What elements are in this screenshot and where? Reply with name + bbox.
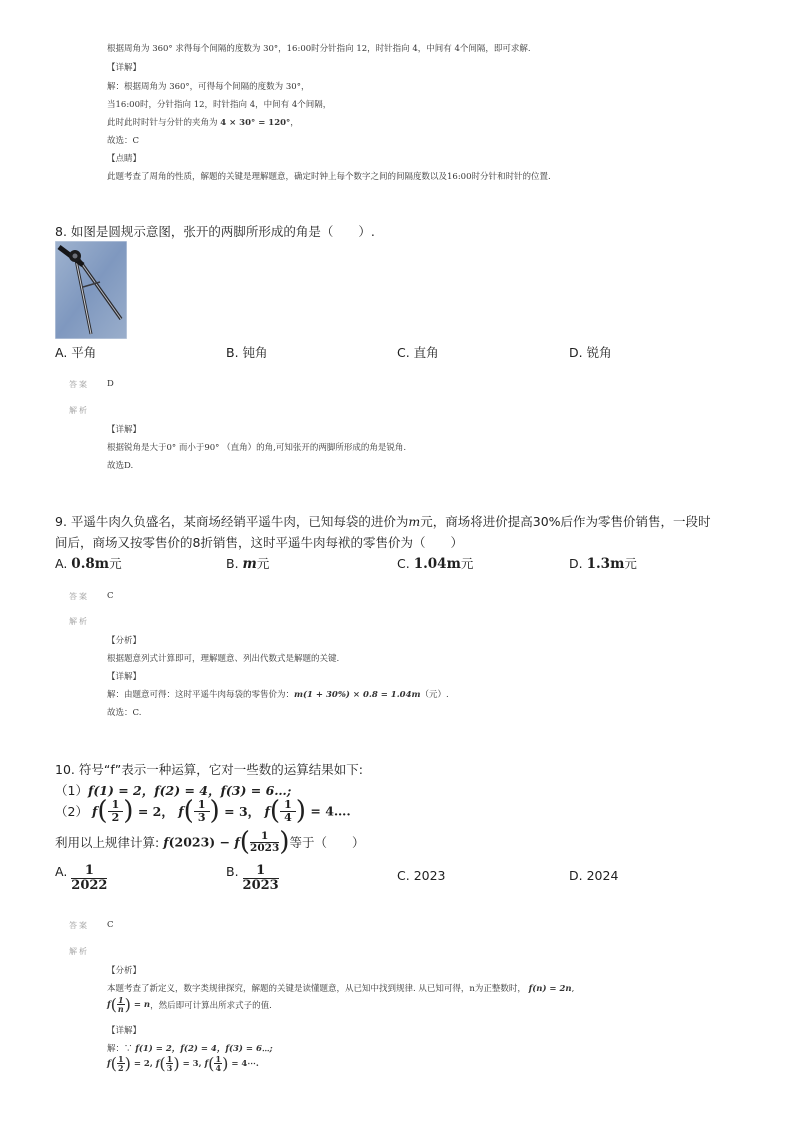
math-paren: ) bbox=[209, 796, 220, 826]
text-segment: 等于（ ） bbox=[289, 835, 365, 851]
item-label: （1） bbox=[55, 783, 88, 798]
math-expression: f bbox=[107, 999, 111, 1010]
option-letter: A. bbox=[55, 864, 68, 879]
answer-label: 答案 bbox=[69, 592, 89, 601]
math-paren: ) bbox=[279, 827, 290, 857]
analysis-label: 解析 bbox=[69, 617, 89, 626]
option-b[interactable]: B. 钝角 bbox=[226, 345, 268, 360]
math-paren: ) bbox=[123, 796, 134, 826]
detail-line bbox=[107, 1042, 273, 1054]
detail-tag: 【详解】 bbox=[107, 1026, 142, 1036]
text-segment: 此时此时时针与分针的夹角为 bbox=[107, 118, 221, 128]
analysis-label: 解析 bbox=[69, 406, 89, 415]
detail-line: 故选：C. bbox=[107, 708, 142, 718]
text-segment: 本题考查了新定义，数字类规律探究，解题的关键是读懂题意，从已知中找到规律. 从已知可得，n为正整数时， bbox=[107, 984, 526, 994]
math-expression: = n bbox=[130, 999, 151, 1010]
question-8-title: 8. 如图是圆规示意图，张开的两脚所形成的角是（ ）. bbox=[55, 224, 375, 239]
compass-icon bbox=[55, 241, 127, 339]
analysis-line bbox=[107, 996, 272, 1014]
analysis-tag: 【分析】 bbox=[107, 966, 142, 976]
math-expression: f(2023) − f bbox=[163, 834, 240, 850]
math-expression: f bbox=[91, 803, 98, 819]
answer-label: 答案 bbox=[69, 921, 89, 930]
detail-tag: 【详解】 bbox=[107, 425, 142, 435]
question-10-item-2 bbox=[55, 798, 351, 824]
math-fraction bbox=[243, 864, 279, 892]
math-expression: f(n) = 2n bbox=[528, 984, 572, 994]
math-expression: f bbox=[204, 1058, 209, 1069]
math-fraction: $\frac{1}{4}$ bbox=[280, 799, 296, 823]
option-unit: 元 bbox=[256, 556, 270, 571]
detail-tag: 【详解】 bbox=[107, 63, 142, 73]
math-expression: = 2, bbox=[130, 1058, 156, 1069]
option-letter: A. bbox=[55, 556, 68, 571]
prev-analysis-line: 故选：C bbox=[107, 136, 140, 146]
math-paren: ( bbox=[239, 827, 251, 857]
math-paren: ) bbox=[295, 796, 307, 826]
text-segment: （元）. bbox=[420, 690, 449, 700]
math-expression: f bbox=[264, 803, 270, 819]
option-letter: D. bbox=[569, 868, 583, 883]
option-unit: 元 bbox=[624, 556, 637, 571]
math-expression: f(1) = 2，f(2) = 4，f(3) = 6…; bbox=[87, 783, 292, 798]
option-a[interactable]: A. 平角 bbox=[55, 345, 97, 360]
text-segment: , bbox=[571, 984, 575, 994]
math-paren: ( bbox=[110, 1053, 117, 1073]
math-fraction: $\frac{1}{2023}$ bbox=[250, 829, 280, 854]
analysis-tag: 【分析】 bbox=[107, 636, 142, 646]
option-text: 2024 bbox=[586, 868, 619, 883]
option-unit: 元 bbox=[109, 556, 122, 571]
item-label: （2） bbox=[55, 804, 88, 820]
option-c[interactable] bbox=[397, 554, 473, 572]
math-expression: = 3, bbox=[179, 1058, 205, 1069]
question-9-line bbox=[55, 512, 711, 530]
prev-analysis-line bbox=[107, 116, 299, 128]
fraction-denominator: 2022 bbox=[71, 877, 108, 893]
prev-analysis-line: 解：根据周角为 360°，可得每个间隔的度数为 30°， bbox=[107, 82, 310, 92]
option-letter: C. bbox=[397, 868, 410, 883]
compass-image bbox=[55, 241, 127, 339]
text-segment: 元，商场将进价提高30%后作为零售价销售，一段时 bbox=[420, 514, 711, 529]
math-fraction bbox=[71, 864, 107, 892]
math-expression: = 3， bbox=[219, 804, 265, 820]
math-expression: = 4⋯. bbox=[228, 1058, 259, 1069]
fraction-denominator: 2023 bbox=[242, 877, 279, 893]
detail-line bbox=[107, 688, 449, 700]
text-segment: 解：由题意可得：这时平遥牛肉每袋的零售价为： bbox=[107, 690, 295, 700]
detail-tag: 【详解】 bbox=[107, 672, 142, 682]
math-expression: = 2， bbox=[133, 804, 179, 820]
math-expression: 0.8m bbox=[71, 556, 110, 572]
math-paren: ( bbox=[159, 1053, 166, 1073]
math-variable: m bbox=[408, 514, 421, 529]
option-letter: B. bbox=[226, 864, 239, 879]
option-d[interactable] bbox=[569, 554, 637, 572]
answer-value: C bbox=[107, 591, 114, 601]
math-paren: ) bbox=[222, 1053, 229, 1073]
question-10-title: 10. 符号“f”表示一种运算，它对一些数的运算结果如下: bbox=[55, 762, 363, 777]
math-fraction: $\frac{1}{3}$ bbox=[166, 1054, 173, 1074]
prev-analysis-line: 根据周角为 360° 求得每个间隔的度数为 30°，16:00时分针指向 12，时针指向 4，中间有 4个间隔，即可求解. bbox=[107, 44, 531, 54]
math-fraction: $\frac{1}{3}$ bbox=[194, 799, 210, 823]
option-d[interactable] bbox=[569, 868, 618, 883]
fraction-numerator: 1 bbox=[243, 864, 279, 879]
math-paren: ) bbox=[173, 1053, 180, 1073]
math-expression: 1.3m bbox=[586, 556, 625, 572]
math-expression: 1.04m bbox=[413, 556, 461, 572]
question-10-item-1 bbox=[55, 781, 291, 799]
math-paren: ( bbox=[183, 796, 194, 826]
math-expression: f bbox=[155, 1058, 160, 1069]
option-a[interactable] bbox=[55, 864, 107, 892]
math-fraction: $\frac{1}{2}$ bbox=[117, 1054, 124, 1074]
math-paren: ( bbox=[97, 796, 108, 826]
option-b[interactable] bbox=[226, 554, 269, 572]
math-expression: 4 × 30° = 120° bbox=[220, 118, 291, 128]
math-expression: m bbox=[242, 556, 257, 572]
math-expression: = 4…. bbox=[306, 803, 351, 819]
question-9-line: 间后，商场又按零售价的8折销售，这时平遥牛肉每袱的零售价为（ ） bbox=[55, 535, 463, 550]
math-paren: ) bbox=[124, 1053, 131, 1073]
math-paren: ) bbox=[124, 994, 131, 1014]
option-unit: 元 bbox=[460, 556, 474, 571]
math-expression: f(1) = 2，f(2) = 4，f(3) = 6⋯; bbox=[135, 1044, 273, 1054]
answer-label: 答案 bbox=[69, 380, 89, 389]
detail-line: 根据锐角是大于0° 而小于90° （直角）的角,可知张开的两脚所形成的角是锐角. bbox=[107, 443, 407, 453]
text-segment: 解：∵ bbox=[107, 1044, 136, 1054]
math-fraction: $\frac{1}{n}$ bbox=[117, 995, 124, 1015]
answer-value: D bbox=[107, 379, 114, 389]
math-paren: ( bbox=[110, 994, 117, 1014]
math-fraction: $\frac{1}{2}$ bbox=[108, 799, 124, 823]
detail-line bbox=[107, 1055, 259, 1073]
option-d[interactable]: D. 锐角 bbox=[569, 345, 612, 360]
math-fraction: $\frac{1}{4}$ bbox=[215, 1054, 222, 1074]
prev-analysis-line: 此题考查了周角的性质，解题的关键是理解题意，确定时钟上每个数字之间的间隔度数以及16:00时分针和时针的位置. bbox=[107, 172, 551, 182]
detail-line: 故选D. bbox=[107, 461, 134, 471]
math-expression: m(1 + 30%) × 0.8 = 1.04m bbox=[294, 690, 421, 700]
option-b[interactable] bbox=[226, 864, 279, 892]
option-c[interactable]: C. 直角 bbox=[397, 345, 439, 360]
text-segment: ，然后即可计算出所求式子的值. bbox=[150, 1000, 272, 1011]
fraction-numerator: 1 bbox=[71, 864, 107, 879]
text-segment: ， bbox=[290, 118, 299, 128]
answer-value: C bbox=[107, 920, 114, 930]
option-a[interactable] bbox=[55, 554, 122, 572]
math-expression: f bbox=[178, 803, 184, 819]
math-expression: f bbox=[107, 1058, 111, 1069]
comment-tag: 【点睛】 bbox=[107, 154, 142, 164]
text-segment: 利用以上规律计算: bbox=[55, 835, 160, 851]
prev-analysis-line: 当16:00时，分针指向 12，时针指向 4，中间有 4个间隔， bbox=[107, 100, 332, 110]
option-text: 2023 bbox=[413, 868, 446, 883]
option-c[interactable] bbox=[397, 868, 446, 883]
option-letter: D. bbox=[569, 556, 583, 571]
analysis-label: 解析 bbox=[69, 947, 89, 956]
math-paren: ( bbox=[208, 1053, 215, 1073]
option-letter: C. bbox=[397, 556, 410, 571]
math-paren: ( bbox=[269, 796, 281, 826]
analysis-line: 根据题意列式计算即可，理解题意、列出代数式是解题的关键. bbox=[107, 654, 340, 664]
question-10-calc bbox=[55, 829, 365, 855]
analysis-line bbox=[107, 982, 574, 994]
text-segment: 9. 平遥牛肉久负盛名，某商场经销平遥牛肉，已知每袋的进价为 bbox=[55, 514, 409, 529]
option-letter: B. bbox=[226, 556, 239, 571]
